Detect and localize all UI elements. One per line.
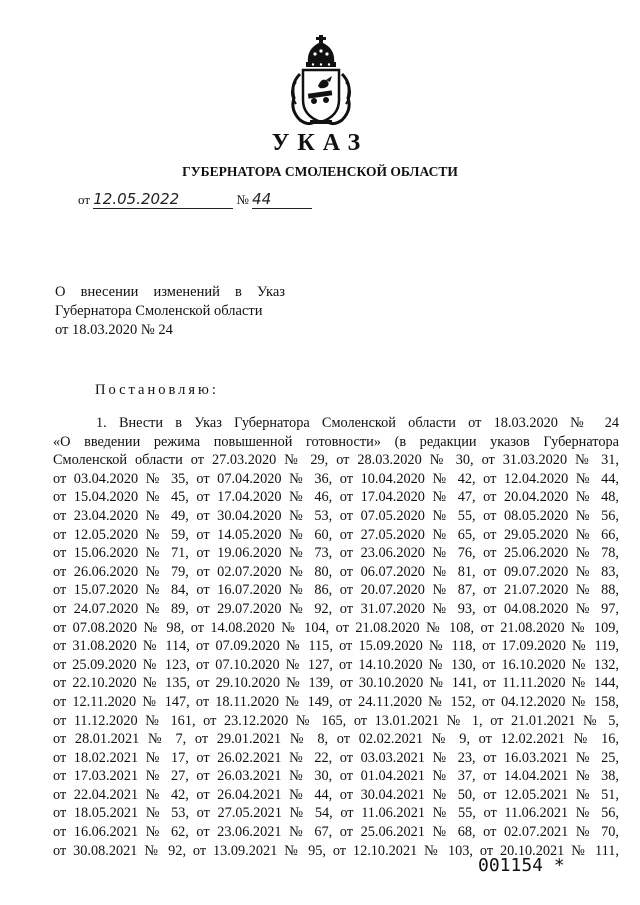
smolensk-coat-of-arms-icon — [286, 34, 356, 130]
body-line: от 26.06.2020 № 79, от 02.07.2020 № 80, от 06.07.2020 № 81, от 09.07.2020 № 83, — [53, 563, 619, 580]
body-line: от 22.10.2020 № 135, от 29.10.2020 № 139, от 30.10.2020 № 141, от 11.11.2020 № 144, — [53, 675, 619, 692]
body-line: от 22.04.2021 № 42, от 26.04.2021 № 44, от 30.04.2021 № 50, от 12.05.2021 № 51, — [53, 786, 619, 803]
resolution-heading: Постановляю: — [95, 382, 219, 398]
body-line: от 24.07.2020 № 89, от 29.07.2020 № 92, от 31.07.2020 № 93, от 04.08.2020 № 97, — [53, 600, 619, 617]
body-line: от 12.05.2020 № 59, от 14.05.2020 № 60, от 27.05.2020 № 65, от 29.05.2020 № 66, — [53, 526, 619, 543]
body-line: от 18.02.2021 № 17, от 26.02.2021 № 22, от 03.03.2021 № 23, от 16.03.2021 № 25, — [53, 749, 619, 766]
document-subject — [55, 283, 285, 340]
number-sign: № — [236, 192, 249, 207]
subject-line-1: О внесении изменений в Указ — [55, 284, 285, 300]
body-line: от 15.06.2020 № 71, от 19.06.2020 № 73, от 23.06.2020 № 76, от 25.06.2020 № 78, — [53, 545, 619, 562]
body-line: от 28.01.2021 № 7, от 29.01.2021 № 8, от 02.02.2021 № 9, от 12.02.2021 № 16, — [53, 731, 619, 748]
body-line: от 30.08.2021 № 92, от 13.09.2021 № 95, от 12.10.2021 № 103, от 20.10.2021 № 111, — [53, 842, 619, 859]
subject-line-3: от 18.03.2020 № 24 — [55, 322, 173, 338]
document-subtitle: ГУБЕРНАТОРА СМОЛЕНСКОЙ ОБЛАСТИ — [182, 164, 458, 179]
body-line: от 03.04.2020 № 35, от 07.04.2020 № 36, от 10.04.2020 № 42, от 12.04.2020 № 44, — [53, 470, 619, 487]
handwritten-date: 12.05.2022 — [93, 190, 180, 208]
document-title: УКАЗ — [271, 130, 369, 156]
body-line: «О введении режима повышенной готовности» (в редакции указов Губернатора — [53, 433, 619, 450]
body-line: от 18.05.2021 № 53, от 27.05.2021 № 54, от 11.06.2021 № 55, от 11.06.2021 № 56, — [53, 805, 619, 822]
body-line: от 17.03.2021 № 27, от 26.03.2021 № 30, от 01.04.2021 № 37, от 14.04.2021 № 38, — [53, 768, 619, 785]
serial-number: 001154 * — [478, 855, 565, 876]
body-line: от 07.08.2020 № 98, от 14.08.2020 № 104, от 21.08.2020 № 108, от 21.08.2020 № 109, — [53, 619, 619, 636]
number-field — [252, 190, 312, 209]
subject-line-2: Губернатора Смоленской области — [55, 303, 263, 319]
body-line: от 31.08.2020 № 114, от 07.09.2020 № 115, от 15.09.2020 № 118, от 17.09.2020 № 119, — [53, 638, 619, 655]
body-line: от 15.07.2020 № 84, от 16.07.2020 № 86, от 20.07.2020 № 87, от 21.07.2020 № 88, — [53, 582, 619, 599]
date-field — [93, 190, 233, 209]
body-line: от 25.09.2020 № 123, от 07.10.2020 № 127, от 14.10.2020 № 130, от 16.10.2020 № 132, — [53, 656, 619, 673]
body-line: 1. Внести в Указ Губернатора Смоленской области от 18.03.2020 № 24 — [96, 415, 619, 431]
body-line: от 11.12.2020 № 161, от 23.12.2020 № 165, от 13.01.2021 № 1, от 21.01.2021 № 5, — [53, 712, 619, 729]
handwritten-number: 44 — [252, 190, 272, 208]
body-line: Смоленской области от 27.03.2020 № 29, от 28.03.2020 № 30, от 31.03.2020 № 31, — [53, 452, 619, 469]
date-prefix: от — [78, 192, 91, 207]
body-line: от 16.06.2021 № 62, от 23.06.2021 № 67, от 25.06.2021 № 68, от 02.07.2021 № 70, — [53, 824, 619, 841]
document-body — [53, 414, 619, 860]
body-line: от 23.04.2020 № 49, от 30.04.2020 № 53, от 07.05.2020 № 55, от 08.05.2020 № 56, — [53, 507, 619, 524]
body-line: от 12.11.2020 № 147, от 18.11.2020 № 149, от 24.11.2020 № 152, от 04.12.2020 № 158, — [53, 693, 619, 710]
date-number-line — [78, 190, 312, 209]
body-line: от 15.04.2020 № 45, от 17.04.2020 № 46, от 17.04.2020 № 47, от 20.04.2020 № 48, — [53, 489, 619, 506]
